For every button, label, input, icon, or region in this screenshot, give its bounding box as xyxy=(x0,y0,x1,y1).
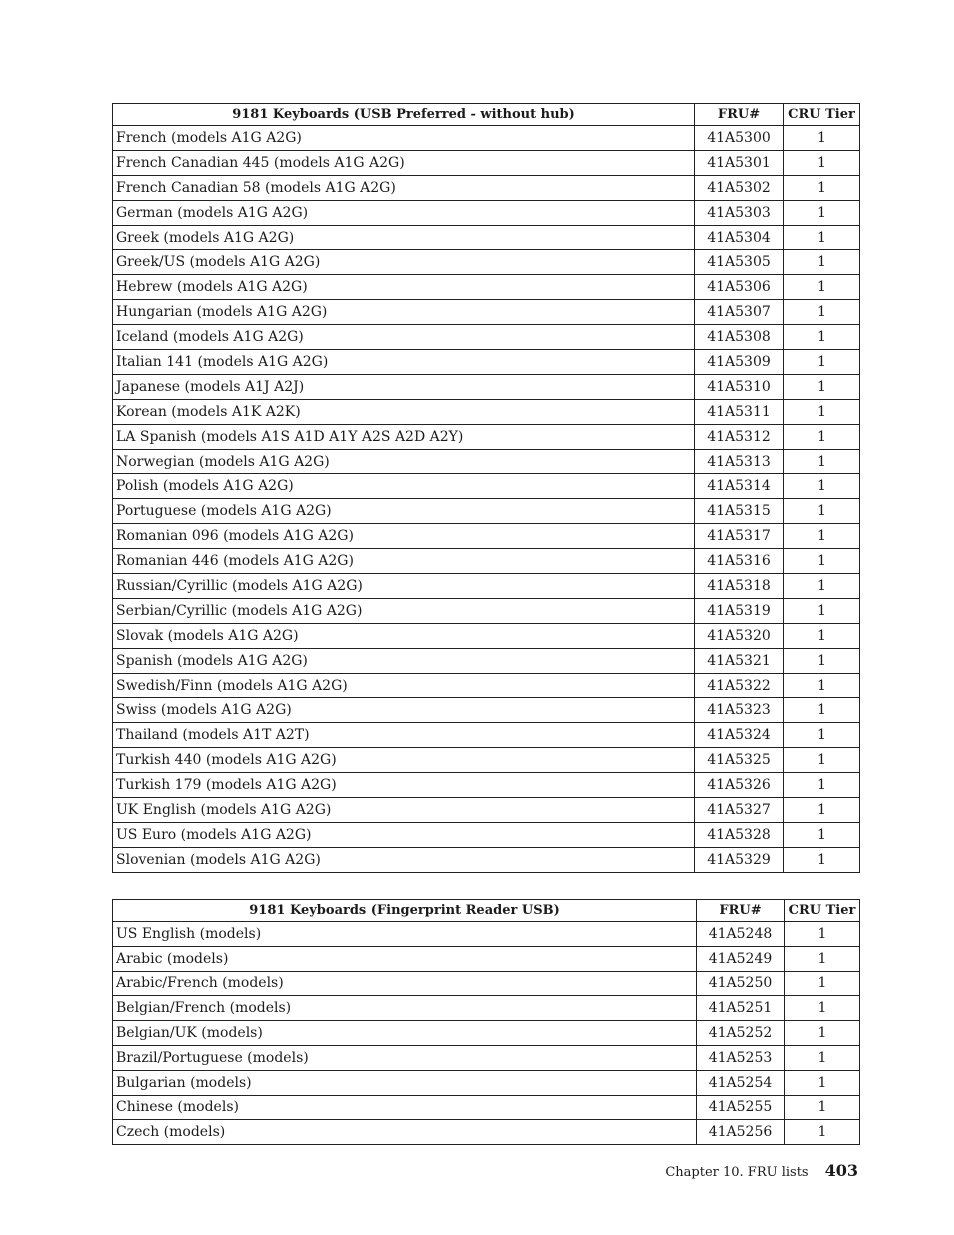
cell-description: Romanian 446 (models A1G A2G) xyxy=(113,549,695,574)
cell-fru-number: 41A5323 xyxy=(695,698,784,723)
table-row xyxy=(113,723,860,748)
cell-description: Hungarian (models A1G A2G) xyxy=(113,300,695,325)
table-row xyxy=(113,623,860,648)
cell-cru-tier: 1 xyxy=(784,374,860,399)
cell-description: Turkish 179 (models A1G A2G) xyxy=(113,773,695,798)
fru-table-fingerprint-reader xyxy=(112,899,860,1145)
cell-description: US English (models) xyxy=(113,922,697,947)
cell-description: Russian/Cyrillic (models A1G A2G) xyxy=(113,574,695,599)
cell-description: Czech (models) xyxy=(113,1120,697,1145)
cell-description: Slovenian (models A1G A2G) xyxy=(113,847,695,872)
cell-description: Arabic (models) xyxy=(113,946,697,971)
cell-fru-number: 41A5306 xyxy=(695,275,784,300)
cell-cru-tier: 1 xyxy=(785,1120,860,1145)
cell-fru-number: 41A5329 xyxy=(695,847,784,872)
cell-description: Iceland (models A1G A2G) xyxy=(113,325,695,350)
table-row xyxy=(113,300,860,325)
cell-fru-number: 41A5302 xyxy=(695,175,784,200)
cell-fru-number: 41A5304 xyxy=(695,225,784,250)
cell-fru-number: 41A5309 xyxy=(695,350,784,375)
cell-fru-number: 41A5313 xyxy=(695,449,784,474)
cell-description: Swedish/Finn (models A1G A2G) xyxy=(113,673,695,698)
cell-description: Hebrew (models A1G A2G) xyxy=(113,275,695,300)
table-row xyxy=(113,325,860,350)
cell-cru-tier: 1 xyxy=(784,623,860,648)
table-row xyxy=(113,549,860,574)
cell-cru-tier: 1 xyxy=(784,574,860,599)
cell-cru-tier: 1 xyxy=(784,499,860,524)
cell-cru-tier: 1 xyxy=(784,275,860,300)
table-row xyxy=(113,798,860,823)
cell-description: Korean (models A1K A2K) xyxy=(113,399,695,424)
cell-cru-tier: 1 xyxy=(784,200,860,225)
column-header-description: 9181 Keyboards (USB Preferred - without hub) xyxy=(113,104,695,126)
cell-cru-tier: 1 xyxy=(784,350,860,375)
cell-fru-number: 41A5311 xyxy=(695,399,784,424)
table-row xyxy=(113,1021,860,1046)
cell-fru-number: 41A5308 xyxy=(695,325,784,350)
cell-cru-tier: 1 xyxy=(785,1045,860,1070)
table-row xyxy=(113,1095,860,1120)
table-row xyxy=(113,350,860,375)
cell-cru-tier: 1 xyxy=(784,225,860,250)
cell-cru-tier: 1 xyxy=(784,474,860,499)
cell-description: French Canadian 58 (models A1G A2G) xyxy=(113,175,695,200)
table-row xyxy=(113,847,860,872)
cell-fru-number: 41A5253 xyxy=(697,1045,785,1070)
table-row xyxy=(113,748,860,773)
cell-description: Belgian/French (models) xyxy=(113,996,697,1021)
cell-cru-tier: 1 xyxy=(784,175,860,200)
table-row xyxy=(113,1070,860,1095)
table-row xyxy=(113,449,860,474)
cell-cru-tier: 1 xyxy=(784,822,860,847)
cell-fru-number: 41A5315 xyxy=(695,499,784,524)
column-header-description: 9181 Keyboards (Fingerprint Reader USB) xyxy=(113,900,697,922)
cell-description: Swiss (models A1G A2G) xyxy=(113,698,695,723)
table-row xyxy=(113,150,860,175)
cell-fru-number: 41A5310 xyxy=(695,374,784,399)
cell-fru-number: 41A5255 xyxy=(697,1095,785,1120)
cell-description: Norwegian (models A1G A2G) xyxy=(113,449,695,474)
cell-cru-tier: 1 xyxy=(785,946,860,971)
cell-description: German (models A1G A2G) xyxy=(113,200,695,225)
fru-table-usb-preferred xyxy=(112,103,860,873)
cell-fru-number: 41A5300 xyxy=(695,126,784,151)
table-row xyxy=(113,996,860,1021)
cell-description: Spanish (models A1G A2G) xyxy=(113,648,695,673)
table-row xyxy=(113,922,860,947)
column-header-fru: FRU# xyxy=(695,104,784,126)
cell-cru-tier: 1 xyxy=(784,524,860,549)
table-row xyxy=(113,474,860,499)
table-row xyxy=(113,225,860,250)
cell-description: Thailand (models A1T A2T) xyxy=(113,723,695,748)
cell-fru-number: 41A5312 xyxy=(695,424,784,449)
cell-cru-tier: 1 xyxy=(784,748,860,773)
cell-cru-tier: 1 xyxy=(784,126,860,151)
table-row xyxy=(113,1045,860,1070)
column-header-fru: FRU# xyxy=(697,900,785,922)
table-row xyxy=(113,971,860,996)
column-header-tier: CRU Tier xyxy=(784,104,860,126)
cell-fru-number: 41A5301 xyxy=(695,150,784,175)
cell-description: Polish (models A1G A2G) xyxy=(113,474,695,499)
cell-description: Greek/US (models A1G A2G) xyxy=(113,250,695,275)
table-row xyxy=(113,773,860,798)
cell-cru-tier: 1 xyxy=(785,1021,860,1046)
table-row xyxy=(113,1120,860,1145)
cell-fru-number: 41A5326 xyxy=(695,773,784,798)
cell-cru-tier: 1 xyxy=(785,996,860,1021)
table-row xyxy=(113,574,860,599)
table-row xyxy=(113,374,860,399)
cell-cru-tier: 1 xyxy=(785,971,860,996)
cell-cru-tier: 1 xyxy=(784,598,860,623)
table-row xyxy=(113,946,860,971)
table-row xyxy=(113,126,860,151)
cell-description: Bulgarian (models) xyxy=(113,1070,697,1095)
column-header-tier: CRU Tier xyxy=(785,900,860,922)
cell-cru-tier: 1 xyxy=(784,847,860,872)
table-row xyxy=(113,424,860,449)
cell-fru-number: 41A5251 xyxy=(697,996,785,1021)
cell-description: Arabic/French (models) xyxy=(113,971,697,996)
page-number: 403 xyxy=(824,1161,858,1180)
table-row xyxy=(113,598,860,623)
cell-description: French (models A1G A2G) xyxy=(113,126,695,151)
cell-description: Belgian/UK (models) xyxy=(113,1021,697,1046)
table-row xyxy=(113,250,860,275)
cell-cru-tier: 1 xyxy=(784,325,860,350)
table-header-row xyxy=(113,900,860,922)
table-row xyxy=(113,673,860,698)
cell-fru-number: 41A5317 xyxy=(695,524,784,549)
cell-fru-number: 41A5303 xyxy=(695,200,784,225)
cell-fru-number: 41A5319 xyxy=(695,598,784,623)
page-footer xyxy=(665,1161,858,1180)
cell-fru-number: 41A5314 xyxy=(695,474,784,499)
table-row xyxy=(113,200,860,225)
table-row xyxy=(113,275,860,300)
cell-description: Greek (models A1G A2G) xyxy=(113,225,695,250)
cell-cru-tier: 1 xyxy=(784,798,860,823)
cell-description: UK English (models A1G A2G) xyxy=(113,798,695,823)
cell-cru-tier: 1 xyxy=(784,773,860,798)
table-row xyxy=(113,698,860,723)
table-row xyxy=(113,822,860,847)
cell-fru-number: 41A5252 xyxy=(697,1021,785,1046)
cell-description: Brazil/Portuguese (models) xyxy=(113,1045,697,1070)
cell-fru-number: 41A5318 xyxy=(695,574,784,599)
cell-cru-tier: 1 xyxy=(784,673,860,698)
cell-cru-tier: 1 xyxy=(784,150,860,175)
cell-description: Romanian 096 (models A1G A2G) xyxy=(113,524,695,549)
cell-description: Portuguese (models A1G A2G) xyxy=(113,499,695,524)
cell-fru-number: 41A5305 xyxy=(695,250,784,275)
cell-cru-tier: 1 xyxy=(785,1095,860,1120)
cell-cru-tier: 1 xyxy=(784,698,860,723)
cell-fru-number: 41A5307 xyxy=(695,300,784,325)
cell-fru-number: 41A5324 xyxy=(695,723,784,748)
cell-cru-tier: 1 xyxy=(784,424,860,449)
cell-description: Slovak (models A1G A2G) xyxy=(113,623,695,648)
cell-cru-tier: 1 xyxy=(784,723,860,748)
cell-cru-tier: 1 xyxy=(785,922,860,947)
table-header-row xyxy=(113,104,860,126)
cell-fru-number: 41A5256 xyxy=(697,1120,785,1145)
table-row xyxy=(113,499,860,524)
cell-fru-number: 41A5249 xyxy=(697,946,785,971)
cell-description: Italian 141 (models A1G A2G) xyxy=(113,350,695,375)
table-row xyxy=(113,399,860,424)
cell-cru-tier: 1 xyxy=(784,250,860,275)
cell-fru-number: 41A5248 xyxy=(697,922,785,947)
cell-fru-number: 41A5327 xyxy=(695,798,784,823)
cell-description: US Euro (models A1G A2G) xyxy=(113,822,695,847)
cell-fru-number: 41A5250 xyxy=(697,971,785,996)
cell-cru-tier: 1 xyxy=(784,648,860,673)
cell-fru-number: 41A5325 xyxy=(695,748,784,773)
cell-fru-number: 41A5322 xyxy=(695,673,784,698)
table-row xyxy=(113,175,860,200)
cell-cru-tier: 1 xyxy=(784,449,860,474)
cell-cru-tier: 1 xyxy=(784,399,860,424)
cell-description: Turkish 440 (models A1G A2G) xyxy=(113,748,695,773)
cell-fru-number: 41A5328 xyxy=(695,822,784,847)
cell-description: LA Spanish (models A1S A1D A1Y A2S A2D A2Y) xyxy=(113,424,695,449)
cell-description: French Canadian 445 (models A1G A2G) xyxy=(113,150,695,175)
cell-description: Chinese (models) xyxy=(113,1095,697,1120)
cell-cru-tier: 1 xyxy=(784,549,860,574)
cell-fru-number: 41A5321 xyxy=(695,648,784,673)
footer-chapter-title: Chapter 10. FRU lists xyxy=(665,1165,809,1180)
cell-fru-number: 41A5320 xyxy=(695,623,784,648)
cell-cru-tier: 1 xyxy=(785,1070,860,1095)
cell-description: Japanese (models A1J A2J) xyxy=(113,374,695,399)
cell-cru-tier: 1 xyxy=(784,300,860,325)
cell-description: Serbian/Cyrillic (models A1G A2G) xyxy=(113,598,695,623)
cell-fru-number: 41A5254 xyxy=(697,1070,785,1095)
table-row xyxy=(113,524,860,549)
table-row xyxy=(113,648,860,673)
cell-fru-number: 41A5316 xyxy=(695,549,784,574)
